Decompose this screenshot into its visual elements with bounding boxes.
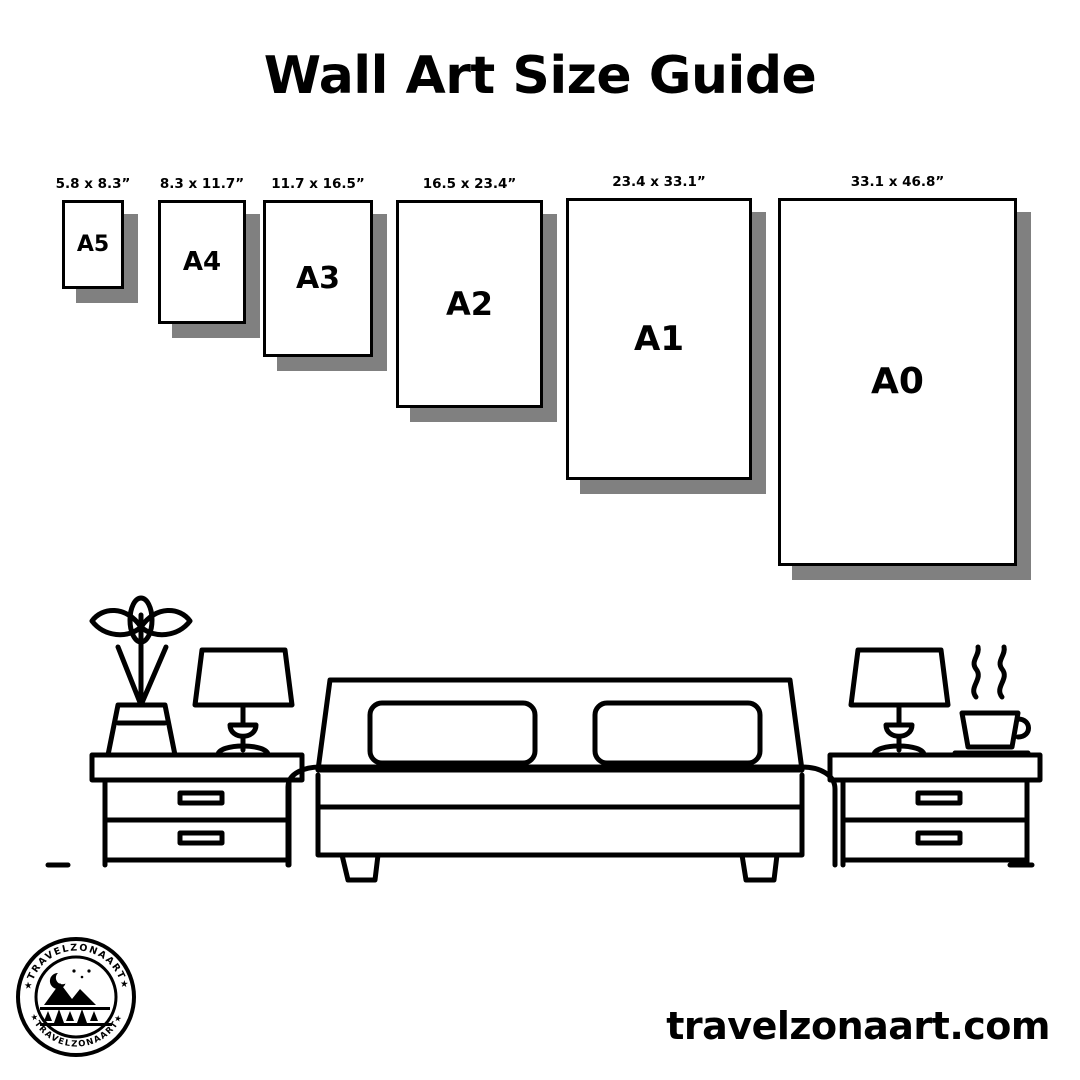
table-lamp-right bbox=[851, 650, 948, 755]
bedroom-illustration bbox=[30, 575, 1050, 895]
frame-box bbox=[158, 200, 246, 324]
frame-dimension-label: 5.8 x 8.3” bbox=[55, 176, 131, 192]
frame-dimension-label: 33.1 x 46.8” bbox=[850, 174, 945, 190]
bed bbox=[288, 680, 835, 880]
frame-size-label: A3 bbox=[295, 260, 341, 296]
page-title: Wall Art Size Guide bbox=[263, 46, 817, 106]
moon-icon bbox=[50, 969, 91, 989]
nightstand-left bbox=[92, 755, 302, 865]
nightstand-right bbox=[830, 755, 1040, 865]
frame-size-label: A4 bbox=[182, 247, 222, 277]
frame-box bbox=[62, 200, 124, 289]
frame-dimension-label: 8.3 x 11.7” bbox=[159, 176, 245, 192]
logo-text-top: ★TRAVELZONAART★ bbox=[22, 942, 131, 992]
frame-dimension-label: 11.7 x 16.5” bbox=[271, 176, 365, 192]
mountain-icon bbox=[40, 983, 110, 1010]
table-lamp-left bbox=[195, 650, 292, 755]
brand-logo bbox=[14, 935, 139, 1060]
coffee-cup bbox=[955, 647, 1029, 753]
frame-size-label: A2 bbox=[445, 285, 494, 323]
frame-box bbox=[778, 198, 1017, 566]
logo-text-bottom: ★TRAVELZONAART★ bbox=[27, 1012, 126, 1050]
frame-size-label: A0 bbox=[871, 361, 924, 402]
frame-box bbox=[263, 200, 373, 357]
frame-size-label: A1 bbox=[634, 319, 684, 359]
frame-dimension-label: 23.4 x 33.1” bbox=[612, 174, 706, 190]
frame-size-label: A5 bbox=[76, 231, 110, 257]
website-url: travelzonaart.com bbox=[666, 1004, 1050, 1048]
frame-box bbox=[566, 198, 752, 480]
potted-plant bbox=[92, 598, 190, 755]
frame-dimension-label: 16.5 x 23.4” bbox=[422, 176, 517, 192]
frame-box bbox=[396, 200, 543, 408]
tree-line-icon bbox=[40, 1009, 112, 1026]
